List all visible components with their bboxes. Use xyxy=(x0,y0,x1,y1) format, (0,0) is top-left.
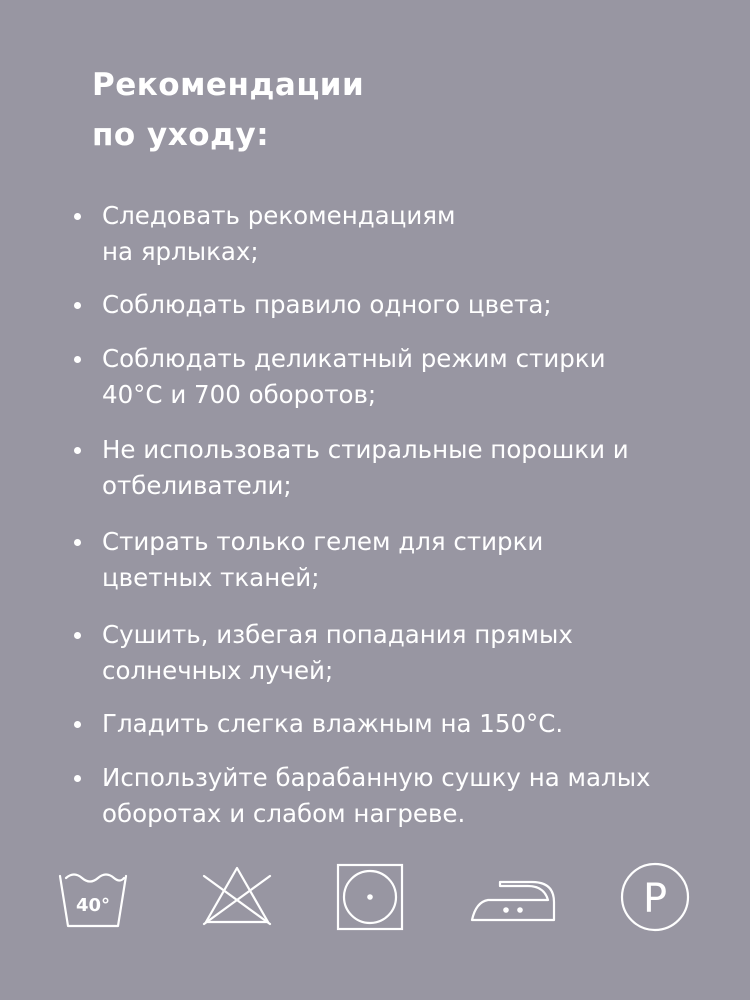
list-item-line: Следовать рекомендациям xyxy=(102,201,456,230)
list-item-line: солнечных лучей; xyxy=(102,656,334,685)
list-item-line: Соблюдать правило одного цвета; xyxy=(102,290,552,319)
tumble-dry-icon xyxy=(335,862,405,932)
list-item-line: отбеливатели; xyxy=(102,471,292,500)
wash-40-icon xyxy=(58,862,128,932)
list-item-line: цветных тканей; xyxy=(102,563,320,592)
bullet-dot xyxy=(74,775,81,782)
bullet-dot xyxy=(74,213,81,220)
bullet-dot xyxy=(74,721,81,728)
list-item xyxy=(102,617,732,689)
list-item-line: Гладить слегка влажным на 150°С. xyxy=(102,709,564,738)
list-item-line: 40°С и 700 оборотов; xyxy=(102,380,377,409)
dry-clean-letter: P xyxy=(642,876,668,922)
page-title xyxy=(92,60,364,160)
dry-clean-p-icon xyxy=(620,862,690,932)
list-item xyxy=(102,287,732,323)
list-item xyxy=(102,198,732,270)
list-item xyxy=(102,706,732,742)
no-bleach-icon xyxy=(202,862,272,932)
list-item-line: Не использовать стиральные порошки и xyxy=(102,435,629,464)
list-item xyxy=(102,341,732,413)
bullet-dot xyxy=(74,632,81,639)
list-item xyxy=(102,432,732,504)
bullet-dot xyxy=(74,447,81,454)
title-line-1: Рекомендации xyxy=(92,67,365,103)
list-item-line: Соблюдать деликатный режим стирки xyxy=(102,344,606,373)
bullet-dot xyxy=(74,302,81,309)
list-item xyxy=(102,524,732,596)
wash-temperature-label: 40° xyxy=(75,895,111,916)
list-item-line: на ярлыках; xyxy=(102,237,259,266)
list-item-line: Используйте барабанную сушку на малых xyxy=(102,763,651,792)
list-item-line: Сушить, избегая попадания прямых xyxy=(102,620,573,649)
title-line-2: по уходу: xyxy=(92,117,270,153)
bullet-dot xyxy=(74,356,81,363)
bullet-dot xyxy=(74,539,81,546)
list-item-line: Стирать только гелем для стирки xyxy=(102,527,544,556)
care-symbols-row xyxy=(0,862,750,932)
list-item-line: оборотах и слабом нагреве. xyxy=(102,799,466,828)
list-item xyxy=(102,760,732,832)
iron-medium-icon xyxy=(470,862,540,932)
